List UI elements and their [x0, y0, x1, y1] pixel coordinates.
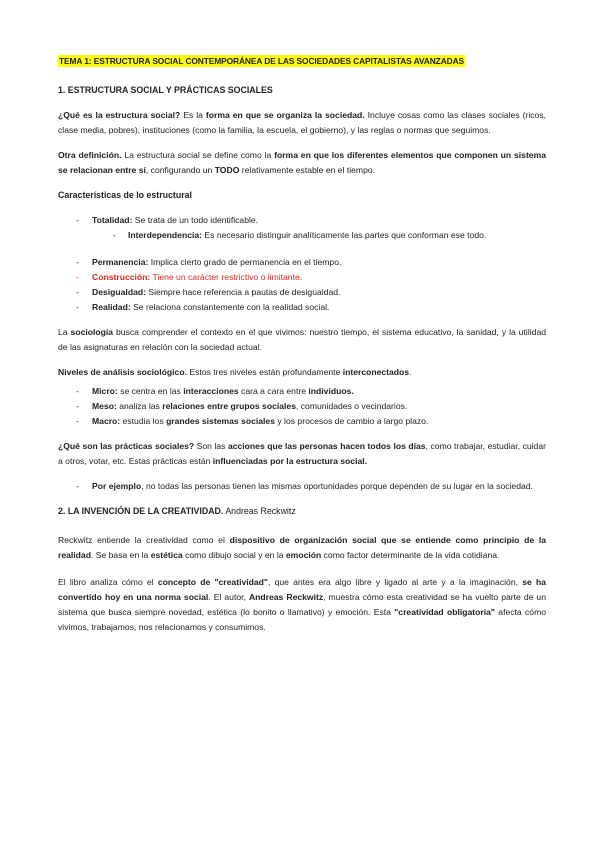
characteristics-heading: Características de lo estructural — [58, 190, 192, 200]
list-item-realidad: - Realidad: Se relaciona constantemente con la realidad social. — [58, 300, 546, 315]
list-item-construccion: - Construcción: Tiene un carácter restrictivo o limitante. — [58, 270, 546, 285]
document-page — [58, 54, 546, 635]
list-item-desigualdad: - Desigualdad: Siempre hace referencia a pautas de desigualdad. — [58, 285, 546, 300]
paragraph-otra-definicion: Otra definición. La estructura social se define como la forma en que los diferentes elementos que componen un sistema se relacionan entre sí, configurando un TODO relativamente estable en el tiempo. — [58, 150, 547, 175]
list-item-micro: - Micro: se centra en las interacciones cara a cara entre individuos. — [58, 384, 546, 399]
characteristics-list-2 — [58, 255, 546, 315]
list-item-meso: - Meso: analiza las relaciones entre grupos sociales, comunidades o vecindarios. — [58, 399, 546, 414]
paragraph-libro-analiza: El libro analiza cómo el concepto de "creatividad", que antes era algo libre y ligado al arte y a la imaginación, se ha convertido hoy en una norma social. El autor, Andreas Reckwitz, muestra cómo esta creatividad se ha vuelto parte de un sistema que busca siempre novedad, estética (lo bonito o llamativo) y emoción. Esta "creatividad obligatoria" afecta cómo vivimos, trabajamos, nos relacionamos y consumimos. — [58, 577, 547, 632]
document-title: TEMA 1: ESTRUCTURA SOCIAL CONTEMPORÁNEA DE LAS SOCIEDADES CAPITALISTAS AVANZADAS — [59, 56, 465, 66]
paragraph-reckwitz-creatividad: Reckwitz entiende la creatividad como el dispositivo de organización social que se entiende como principio de la realidad. Se basa en la estética como dibujo social y en la emoción como factor determinante de la vida cotidiana. — [58, 535, 547, 560]
list-item-interdependencia: - Interdependencia: Es necesario distinguir analíticamente las partes que conforman ese todo. — [58, 228, 546, 243]
paragraph-sociologia: La sociología busca comprender el contexto en el que vivimos: nuestro tiempo, el sistema educativo, la sanidad, y la utilidad de las asignaturas en relación con la sociedad actual. — [58, 327, 546, 352]
levels-list — [58, 384, 546, 429]
section-2-heading: 2. LA INVENCIÓN DE LA CREATIVIDAD. Andreas Reckwitz — [58, 506, 296, 516]
section-1-heading: 1. ESTRUCTURA SOCIAL Y PRÁCTICAS SOCIALES — [58, 85, 273, 95]
characteristics-list-1 — [58, 213, 546, 228]
list-item-ejemplo: - Por ejemplo, no todas las personas tienen las mismas oportunidades porque dependen de su lugar en la sociedad. — [58, 479, 546, 494]
example-list — [58, 479, 546, 494]
list-item-totalidad: - Totalidad: Se trata de un todo identificable. — [58, 213, 546, 228]
characteristics-sublist — [58, 228, 546, 243]
list-item-macro: - Macro: estudia los grandes sistemas sociales y los procesos de cambio a largo plazo. — [58, 414, 546, 429]
paragraph-niveles: Niveles de análisis sociológico. Estos tres niveles están profundamente interconectados. — [58, 367, 412, 377]
paragraph-estructura-social: ¿Qué es la estructura social? Es la forma en que se organiza la sociedad. Incluye cosas como las clases sociales (ricos, clase media, pobres), instituciones (como la familia, la escuela, el gobierno), y las reglas o normas que seguimos. — [58, 110, 546, 135]
list-item-permanencia: - Permanencia: Implica cierto grado de permanencia en el tiempo. — [58, 255, 546, 270]
paragraph-practicas-sociales: ¿Qué son las prácticas sociales? Son las acciones que las personas hacen todos los días, como trabajar, estudiar, cuidar a otros, votar, etc. Estas prácticas están influenciadas por la estructura social. — [58, 441, 546, 466]
document-title-wrap — [58, 54, 546, 69]
